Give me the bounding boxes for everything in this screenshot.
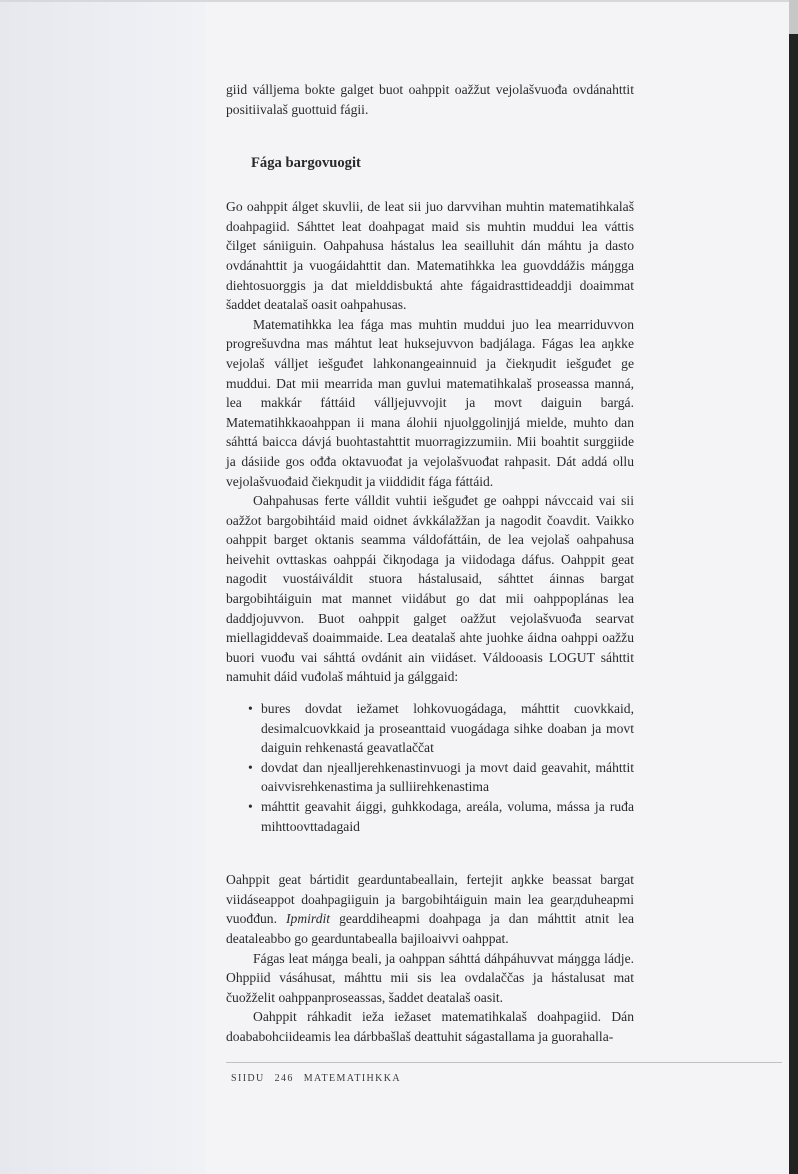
list-item <box>226 797 634 836</box>
paragraph-4-end: gearddiheapmi doahpaga ja dan máhttit atnit lea deataleabbo go gearduntabealla bajiloaivvi oahppat. <box>226 911 634 946</box>
page-number: 246 <box>274 1073 294 1084</box>
skills-list <box>226 699 634 836</box>
section-heading: Fága bargovuogit <box>251 155 361 172</box>
intro-paragraph: giid válljema bokte galget buot oahppit oažžut vejolašvuođa ovdánahttit positiivalaš guottuid fágii. <box>226 82 634 117</box>
list-item-text: bures dovdat iežamet lohkovuogádaga, máhttit cuovkkaid, desimalcuovkkaid ja proseanttaid vuogádaga sihke doaban ja movt daiguin rehkenastá geavatlaččat <box>261 701 634 756</box>
text-column <box>226 80 634 1047</box>
scan-right-edge <box>789 0 798 1174</box>
footer-rule <box>226 1062 782 1063</box>
footer-section: MATEMATIHKKA <box>303 1073 402 1084</box>
body-paragraph-5: Fágas leat máŋga beali, ja oahppan sáhttá dáhpáhuvvat máŋgga ládje. Ohppiid vásáhusat, máhttu mii sis lea ovdalaččas ja hástalusat mat čuožželit oahppanproseassas, šaddet deatalaš oasit. <box>226 950 634 1005</box>
page-gutter <box>0 0 205 1174</box>
scan-top-edge <box>0 0 798 2</box>
bullet-icon: • <box>248 759 253 775</box>
body-paragraph-3: Oahpahusas ferte válldit vuhtii iešguđet ge oahppi návccaid vai sii oažžot bargobihtáid maid oidnet ávkkálažžan ja nagodit čoavdit. Vaikko oahppit barget oktanis seamma váldofáttáin, de lea vejolaš oahpahusa heivehit ovttaskas oahppái čikŋodaga ja viidodaga dáfus. Oahppit geat nagodit vuostáiváldit stuora hástalusaid, sáhttet áinnas bargat bargobihtáiguin mat mannet viidábut go dat mii oahppoplánas lea daddjojuvvon. Buot oahppit galget oažžut vejolašvuođa searvat miellagiddevaš doaimmaide. Lea deatalaš ahte juohke áidna oahppi oažžu buori vuođu vai sáhttá ovdánit ain viidáset. Váldooasis LOGUT sáhttit namuhit dáid vuđolaš máhtuid ja gálggaid: <box>226 493 634 685</box>
body-paragraph-4 <box>226 870 634 948</box>
bullet-icon: • <box>248 799 253 814</box>
list-item-text: dovdat dan njealljerehkenastinvuogi ja movt daid geavahit, máhttit oaivvisrehkenastima ja sulliirehkenastima <box>261 759 634 795</box>
body-paragraph-1: Go oahppit álget skuvlii, de leat sii juo darvvihan muhtin matematihkalaš doahpagiid. Sáhttet leat doahpagat maid sis muhtin muddui lea váttis čilget sániiguin. Oahpahusa hástalus lea seailluhit dán máhtu ja dasto ovdánahttit ja vuogáidahttit dan. Matematihkka lea guovddážis máŋgga diehtosuorggis ja dat mielddisbuktá ahte fágaidrasttideaddji doaimmat šaddet deatalaš oasit oahpahusas. <box>226 199 634 313</box>
paragraph-4-start: Oahppit geat bártidit gearduntabeallain, fertejit aŋkke beassat bargat viidáseappot doahpagiiguin ja bargobihtáiguin main lea gearдduheapmi vuođđun. <box>226 872 634 927</box>
footer-label: SIIDU <box>231 1073 265 1084</box>
page-footer <box>231 1073 407 1084</box>
list-item <box>226 699 634 758</box>
body-paragraph-2: Matematihkka lea fága mas muhtin muddui juo lea mearriduvvon progrešuvdna mas máhtut leat huksejuvvon badjálaga. Fágas lea aŋkke vejolaš válljet iešguđet lahkonangeainnuid ja čiekŋudit iešguđet ge muddui. Dat mii mearrida man guvlui matematihkalaš proseassa manná, lea makkár fáttáid válljejuvvojit ja movt daiguin bargá. Matematihkkaoahppan ii mana álohii njuolggolinjjá mielde, muhto dan sáhttá baicca dávjá buohtastahttit muorragizzumiin. Mii boahtit surggiide ja dásiide gos ođđa oktavuođat ja vejolašvuođat rahpasit. Dát addá ollu vejolašvuođaid čiekŋudit ja viiddidit fága fáttáid. <box>226 316 634 489</box>
list-item-text: máhttit geavahit áiggi, guhkkodaga, areála, voluma, mássa ja ruđa mihttoovttadagaid <box>261 799 634 834</box>
emphasis-word: Ipmirdit <box>286 911 331 927</box>
bullet-icon: • <box>248 701 253 717</box>
list-item <box>226 758 634 797</box>
body-paragraph-6: Oahppit ráhkadit ieža iežaset matematihkalaš doahpagiid. Dán doababohciideamis lea dárbbašlaš deattuhit ságastallama ja guorahalla- <box>226 1009 634 1044</box>
